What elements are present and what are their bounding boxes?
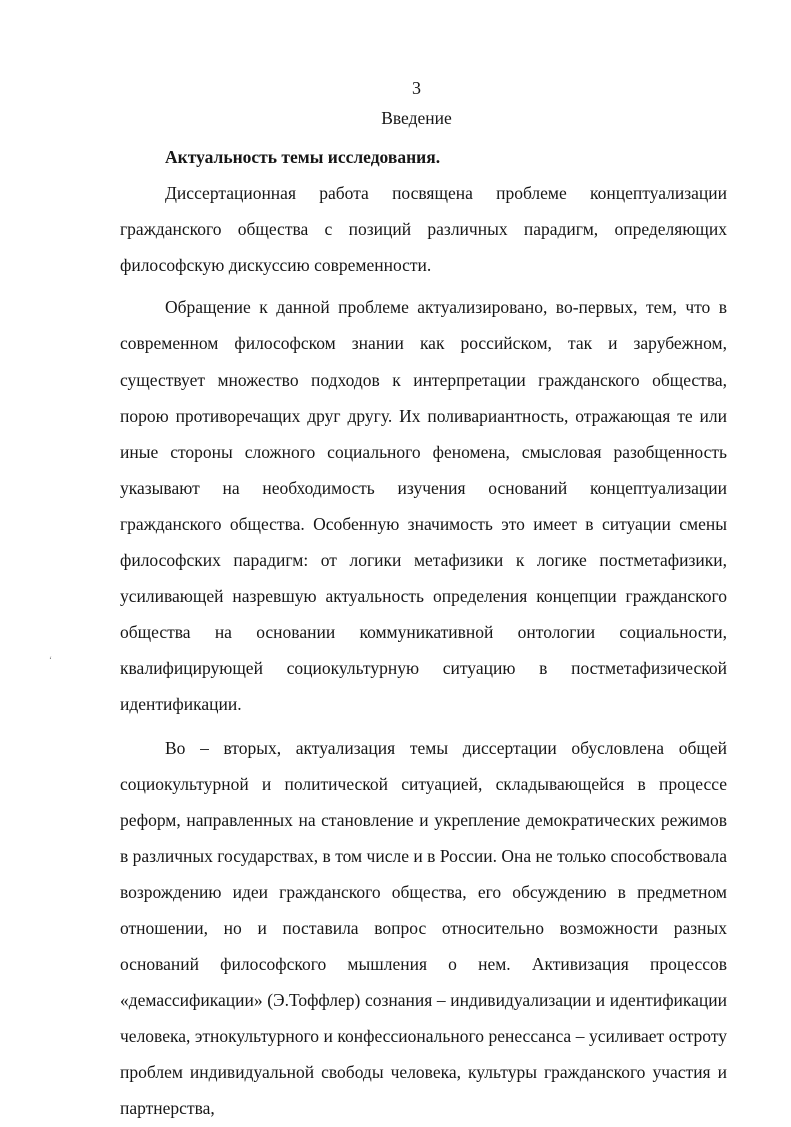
section-heading: Актуальность темы исследования. <box>165 147 441 167</box>
page-number: 3 <box>412 78 421 98</box>
paragraph-intro: Диссертационная работа посвящена проблеме концептуализации гражданского общества с позиций различных парадигм, определяющих философскую дискуссию современности. <box>120 183 727 276</box>
paragraph-second-reason: Во – вторых, актуализация темы диссертации обусловлена общей социокультурной и политической ситуацией, складывающейся в процессе реформ, направленных на становление и укрепление демократических режимов в различных государствах, в том числе и в России. Она не только способствовала возрождению идеи гражданского общества, его обсуждению в предметном отношении, но и поставила вопрос относительно возможности разных оснований философского мышления о нем. Активизация процессов «демассификации» (Э.Тоффлер) сознания – индивидуализации и идентификации человека, этнокультурного и конфессионального ренессанса – усиливает остроту проблем индивидуальной свободы человека, культуры гражданского участия и партнерства, <box>120 737 727 1119</box>
paragraph-first-reason: Обращение к данной проблеме актуализировано, во-первых, тем, что в современном философском знании как российском, так и зарубежном, существует множество подходов к интерпретации гражданского общества, порою противоречащих друг другу. Их поливариантность, отражающая те или иные стороны сложного социального феномена, смысловая разобщенность указывают на необходимость изучения оснований концептуализации гражданского общества. Особенную значимость это имеет в ситуации смены философских парадигм: от логики метафизики к логике постметафизики, усиливающей назревшую актуальность определения концепции гражданского общества на основании коммуникативной онтологии социальности, квалифицирующей социокультурную ситуацию в постметафизической идентификации. <box>120 297 727 715</box>
stray-scan-mark: ʻ <box>49 655 52 665</box>
body-text <box>120 139 727 1127</box>
section-title: Введение <box>381 108 452 128</box>
